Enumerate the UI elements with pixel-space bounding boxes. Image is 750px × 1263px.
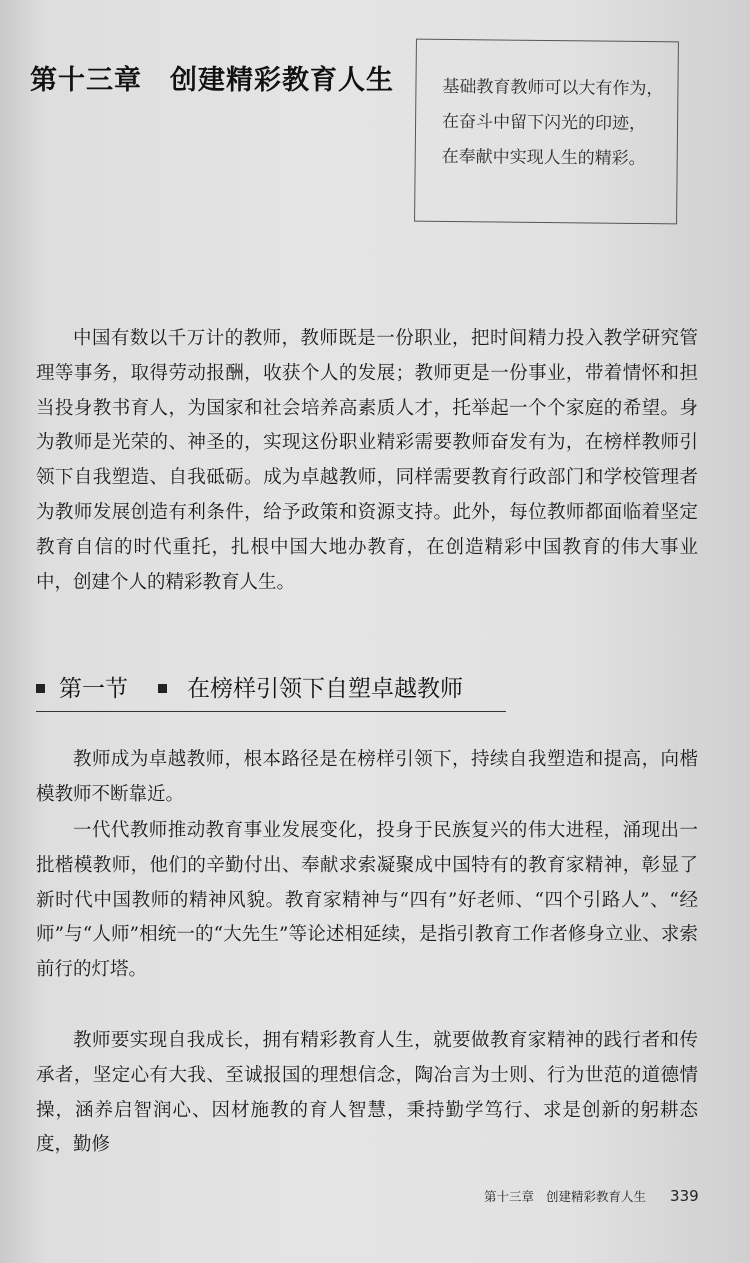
body-paragraph: 教师成为卓越教师，根本路径是在榜样引领下，持续自我塑造和提高，向楷模教师不断靠近。 [36, 749, 698, 805]
chapter-heading [30, 58, 394, 97]
page-number: 339 [670, 1187, 699, 1205]
body-paragraph: 教师要实现自我成长，拥有精彩教育人生，就要做教育家精神的践行者和传承者，坚定心有大我、至诚报国的理想信念，陶冶言为士则、行为世范的道德情操，涵养启智润心、因材施教的育人智慧，秉持勤学笃行、求是创新的躬耕态度，勤修 [36, 1030, 698, 1156]
epigraph-box [414, 39, 679, 225]
epigraph-line: 基础教育教师可以大有作为， [442, 76, 664, 100]
footer-title: 创建精彩教育人生 [546, 1189, 647, 1204]
page-footer [484, 1186, 699, 1205]
epigraph-line: 在奋斗中留下闪光的印迹， [441, 111, 647, 135]
footer-chapter: 第十三章 [484, 1189, 535, 1204]
section-title: 在榜样引领下自塑卓越教师 [187, 676, 463, 702]
section-number: 第一节 [59, 676, 128, 702]
square-bullet-icon [158, 684, 167, 693]
epigraph-line: 在奉献中实现人生的精彩。 [441, 146, 646, 170]
square-bullet-icon [36, 684, 45, 693]
chapter-title: 创建精彩教育人生 [170, 65, 394, 96]
chapter-number: 第十三章 [30, 65, 142, 96]
body-paragraph: 一代代教师推动教育事业发展变化，投身于民族复兴的伟大进程，涌现出一批楷模教师，他们的辛勤付出、奉献求索凝聚成中国特有的教育家精神，彰显了新时代中国教师的精神风貌。教育家精神与“四有”好老师、“四个引路人”、“经师”与“人师”相统一的“大先生”等论述相延续，是指引教育工作者修身立业、求索前行的灯塔。 [36, 820, 698, 981]
intro-paragraph: 中国有数以千万计的教师，教师既是一份职业，把时间精力投入教学研究管理等事务，取得劳动报酬，收获个人的发展；教师更是一份事业，带着情怀和担当投身教书育人，为国家和社会培养高素质人才，托举起一个个家庭的希望。身为教师是光荣的、神圣的，实现这份职业精彩需要教师奋发有为，在榜样教师引领下自我塑造、自我砥砺。成为卓越教师，同样需要教育行政部门和学校管理者为教师发展创造有利条件，给予政策和资源支持。此外，每位教师都面临着坚定教育自信的时代重托，扎根中国大地办教育，在创造精彩中国教育的伟大事业中，创建个人的精彩教育人生。 [36, 328, 698, 593]
section-heading [36, 670, 506, 712]
